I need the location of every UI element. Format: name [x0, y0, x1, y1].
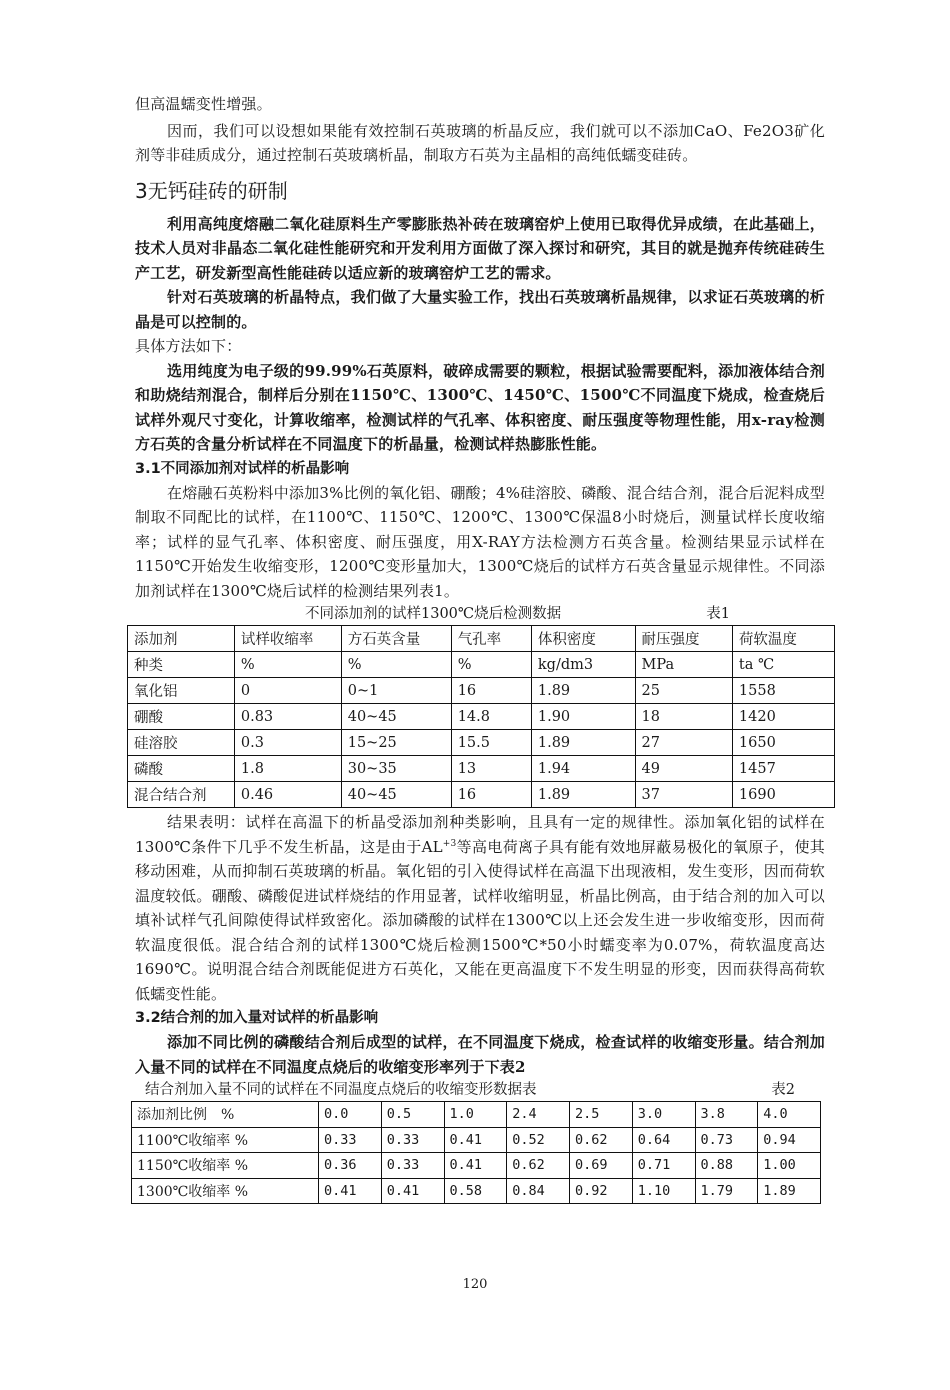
table2-row-header: 添加剂比例 %	[132, 1102, 319, 1128]
paragraph-experiment-goal: 针对石英玻璃的析晶特点，我们做了大量实验工作，找出石英玻璃析晶规律，以求证石英玻璃的析晶是可以控制的。	[135, 288, 825, 331]
table1-cell: 1420	[732, 704, 834, 730]
table2-cell: 0.41	[381, 1178, 444, 1204]
table1-cell: 14.8	[451, 704, 531, 730]
table2-row	[132, 1153, 821, 1179]
table1-cell: 种类	[128, 652, 235, 678]
table2-cell: 3.8	[695, 1102, 758, 1128]
table2-row	[132, 1178, 821, 1204]
charge-superscript: +3	[442, 838, 457, 849]
table2-cell: 0.92	[570, 1178, 633, 1204]
table1-unit-row	[128, 652, 835, 678]
table1-cell: 1.94	[531, 756, 635, 782]
table2-cell: 2.5	[570, 1102, 633, 1128]
table2-row	[132, 1127, 821, 1153]
results-text-b: 等高电荷离子具有能有效地屏蔽易极化的氧原子，使其移动困难，从而抑制石英玻璃的析晶。氧化铝的引入使得试样在高温下出现液相，发生变形，因而荷软温度较低。硼酸、磷酸促进试样烧结的作用显著，试样收缩明显，析晶比例高，由于结合剂的加入可以填补试样气孔间隙使得试样致密化。添加磷酸的试样在1300℃以上还会发生进一步收缩变形，因而荷软温度很低。混合结合剂的试样1300℃烧后检测1500℃*50小时蠕变率为0.07%，荷软温度高达1690℃。说明混合结合剂既能促进方石英化，又能在更高温度下不发生明显的形变，因而获得高荷软低蠕变性能。	[135, 837, 825, 1003]
table1-cell: 49	[635, 756, 732, 782]
table1-cell: 体积密度	[531, 626, 635, 652]
table1-cell: 1558	[732, 678, 834, 704]
table1-cell: 添加剂	[128, 626, 235, 652]
table1-label: 表1	[706, 606, 730, 622]
table2-cell: 0.71	[632, 1153, 695, 1179]
table1-cell: MPa	[635, 652, 732, 678]
table2-cell: 0.33	[319, 1127, 382, 1153]
table1-cell: %	[341, 652, 451, 678]
table1	[127, 625, 835, 808]
table2-cell: 0.73	[695, 1127, 758, 1153]
paragraph-additives: 在熔融石英粉料中添加3%比例的氧化铝、硼酸；4%硅溶胶、磷酸、混合结合剂，混合后泥料成型制取不同配比的试样，在1100℃、1150℃、1200℃、1300℃保温8小时烧后，测量试样长度收缩率；试样的显气孔率、体积密度、耐压强度，用X-RAY方法检测方石英含量。检测结果显示试样在1150℃开始发生收缩变形，1200℃变形量加大，1300℃烧后的试样方石英含量显示规律性。不同添加剂试样在1300℃烧后试样的检测结果列表1。	[135, 483, 825, 600]
table2-cell: 3.0	[632, 1102, 695, 1128]
table1-cell: 磷酸	[128, 756, 235, 782]
table1-row	[128, 704, 835, 730]
table2-cell: 0.0	[319, 1102, 382, 1128]
page-number: 120	[462, 1277, 488, 1292]
table1-cell: 0.46	[234, 782, 341, 808]
table1-row	[128, 678, 835, 704]
table2-cell: 0.5	[381, 1102, 444, 1128]
table2-cell: 0.62	[507, 1153, 570, 1179]
table1-cell: 16	[451, 782, 531, 808]
table2-cell: 0.41	[444, 1153, 507, 1179]
table1-header-row	[128, 626, 835, 652]
table2-cell: 1.10	[632, 1178, 695, 1204]
section-heading-3-2: 3.2结合剂的加入量对试样的析晶影响	[135, 1010, 379, 1026]
table2-cell: 0.36	[319, 1153, 382, 1179]
table1-cell: 1650	[732, 730, 834, 756]
table1-cell: kg/dm3	[531, 652, 635, 678]
table1-cell: 25	[635, 678, 732, 704]
table1-cell: 1.89	[531, 782, 635, 808]
table2-cell: 0.33	[381, 1153, 444, 1179]
table1-cell: 1.89	[531, 678, 635, 704]
table1-body	[128, 626, 835, 808]
table2-cell: 0.94	[758, 1127, 821, 1153]
table2-cell: 1.00	[758, 1153, 821, 1179]
table2-cell: 4.0	[758, 1102, 821, 1128]
table2-label: 表2	[771, 1082, 795, 1098]
table2-cell: 0.52	[507, 1127, 570, 1153]
table1-cell: 0	[234, 678, 341, 704]
table1-cell: %	[451, 652, 531, 678]
paragraph-results	[135, 810, 825, 1006]
table2	[131, 1101, 821, 1204]
table2-cell: 0.62	[570, 1127, 633, 1153]
table1-cell: 27	[635, 730, 732, 756]
table1-row	[128, 730, 835, 756]
table2-cell: 0.64	[632, 1127, 695, 1153]
paragraph-method-intro: 具体方法如下：	[135, 337, 242, 355]
table1-row	[128, 756, 835, 782]
table1-cell: 1.90	[531, 704, 635, 730]
table1-row	[128, 782, 835, 808]
table2-row	[132, 1102, 821, 1128]
table1-cell: 硼酸	[128, 704, 235, 730]
table1-cell: 硅溶胶	[128, 730, 235, 756]
table2-row-header: 1300℃收缩率 %	[132, 1178, 319, 1204]
table1-cell: 1.8	[234, 756, 341, 782]
table1-cell: 荷软温度	[732, 626, 834, 652]
table1-cell: 40~45	[341, 704, 451, 730]
table2-cell: 0.41	[319, 1178, 382, 1204]
table1-cell: 16	[451, 678, 531, 704]
table2-cell: 0.69	[570, 1153, 633, 1179]
table2-cell: 2.4	[507, 1102, 570, 1128]
table2-caption: 结合剂加入量不同的试样在不同温度点烧后的收缩变形数据表	[145, 1082, 537, 1098]
table2-cell: 1.79	[695, 1178, 758, 1204]
table2-cell: 0.84	[507, 1178, 570, 1204]
table1-cell: %	[234, 652, 341, 678]
table1-cell: 混合结合剂	[128, 782, 235, 808]
table1-cell: 0~1	[341, 678, 451, 704]
paragraph-continued: 但高温蠕变性增强。	[135, 95, 272, 113]
table1-cell: 0.83	[234, 704, 341, 730]
table1-cell: 气孔率	[451, 626, 531, 652]
table1-cell: 15.5	[451, 730, 531, 756]
table1-cell: 耐压强度	[635, 626, 732, 652]
table1-caption-row	[135, 603, 825, 625]
table2-row-header: 1100℃收缩率 %	[132, 1127, 319, 1153]
table1-cell: 1.89	[531, 730, 635, 756]
paragraph-hypothesis: 因而，我们可以设想如果能有效控制石英玻璃的析晶反应，我们就可以不添加CaO、Fe2O3矿化剂等非硅质成分，通过控制石英玻璃析晶，制取方石英为主晶相的高纯低蠕变硅砖。	[135, 121, 825, 164]
table1-cell: 37	[635, 782, 732, 808]
table1-cell: ta ℃	[732, 652, 834, 678]
table1-cell: 18	[635, 704, 732, 730]
table1-cell: 15~25	[341, 730, 451, 756]
results-text-a: 结果表明：试样在高温下的析晶受添加剂种类影响，且具有一定的规律性。添加氧化铝的试样在1300℃条件下几乎不发生析晶，这是由于AL	[135, 813, 825, 856]
paragraph-background: 利用高纯度熔融二氧化硅原料生产零膨胀热补砖在玻璃窑炉上使用已取得优异成绩，在此基础上，技术人员对非晶态二氧化硅性能研究和开发利用方面做了深入探讨和研究，其目的就是抛弃传统硅砖生产工艺，研发新型高性能硅砖以适应新的玻璃窑炉工艺的需求。	[135, 214, 825, 282]
table1-cell: 30~35	[341, 756, 451, 782]
paragraph-binder-amount: 添加不同比例的磷酸结合剂后成型的试样，在不同温度下烧成，检查试样的收缩变形量。结合剂加入量不同的试样在不同温度点烧后的收缩变形率列于下表2	[135, 1033, 825, 1076]
table2-body	[132, 1102, 821, 1204]
table2-cell: 1.0	[444, 1102, 507, 1128]
table2-cell: 0.58	[444, 1178, 507, 1204]
table1-cell: 氧化铝	[128, 678, 235, 704]
table2-caption-row	[135, 1079, 825, 1101]
table2-cell: 0.88	[695, 1153, 758, 1179]
table1-cell: 方石英含量	[341, 626, 451, 652]
section-heading-3-1: 3.1不同添加剂对试样的析晶影响	[135, 460, 350, 477]
table1-cell: 40~45	[341, 782, 451, 808]
table2-cell: 1.89	[758, 1178, 821, 1204]
table1-cell: 0.3	[234, 730, 341, 756]
table1-cell: 13	[451, 756, 531, 782]
section-heading-3: 3无钙硅砖的研制	[135, 178, 288, 203]
table1-cell: 1457	[732, 756, 834, 782]
table2-cell: 0.41	[444, 1127, 507, 1153]
table2-cell: 0.33	[381, 1127, 444, 1153]
table1-caption: 不同添加剂的试样1300℃烧后检测数据	[305, 606, 562, 622]
paragraph-method: 选用纯度为电子级的99.99%石英原料，破碎成需要的颗粒，根据试验需要配料，添加液体结合剂和助烧结剂混合，制样后分别在1150℃、1300℃、1450℃、1500℃不同温度下烧成，检查烧后试样外观尺寸变化，计算收缩率，检测试样的气孔率、体积密度、耐压强度等物理性能，用x-ray检测方石英的含量分析试样在不同温度下的析晶量，检测试样热膨胀性能。	[135, 361, 825, 453]
table1-cell: 1690	[732, 782, 834, 808]
table2-row-header: 1150℃收缩率 %	[132, 1153, 319, 1179]
text-column	[135, 92, 825, 1204]
table1-cell: 试样收缩率	[234, 626, 341, 652]
